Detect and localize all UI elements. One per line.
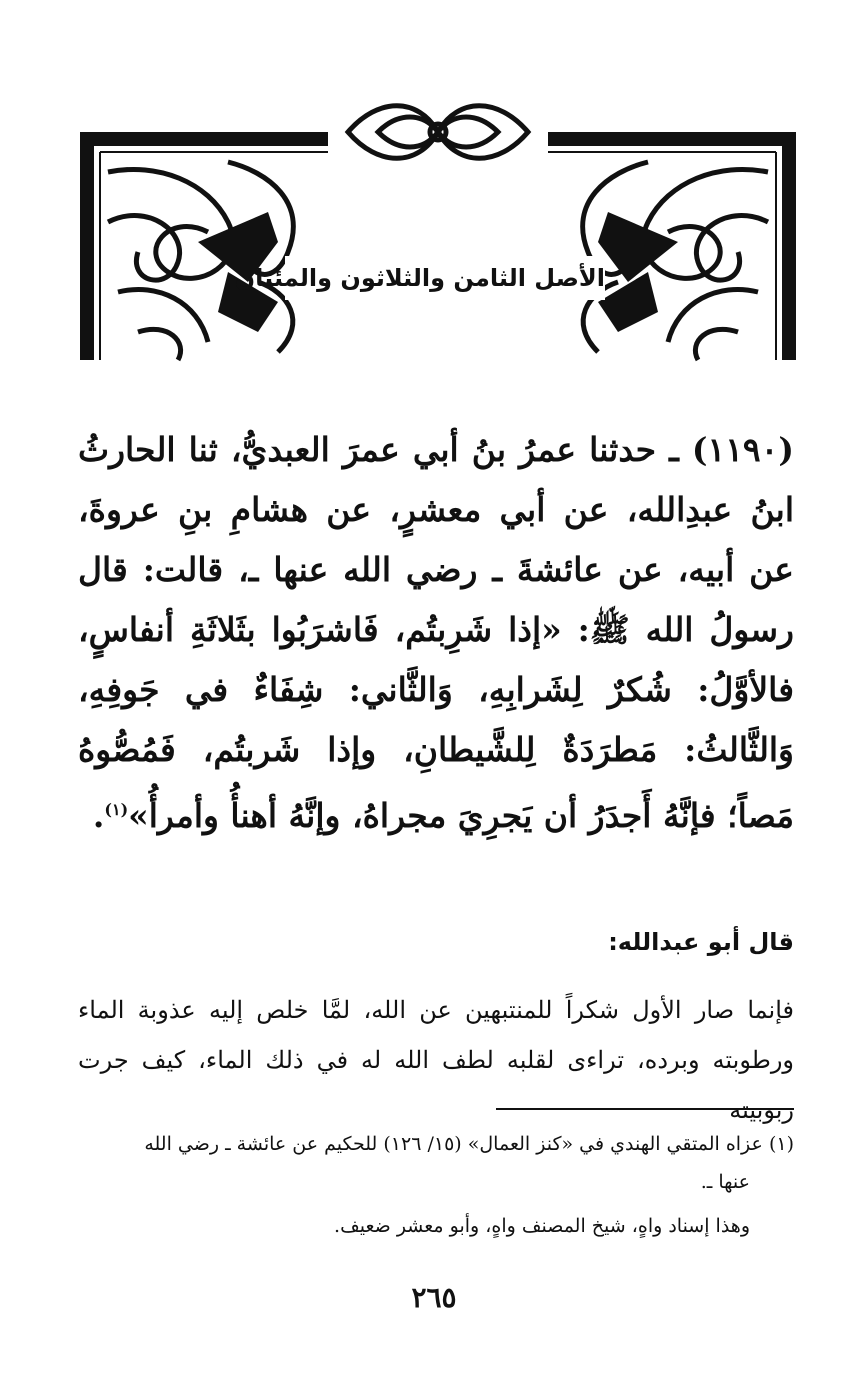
commentary-text: فإنما صار الأول شكراً للمنتبهين عن الله، لمَّا خلص إليه عذوبة الماء ورطوبته وبرده، تراءى لقلبه لطف الله له في ذلك الماء، كيف جرت ربوبيته bbox=[78, 996, 794, 1124]
footnote-divider bbox=[496, 1108, 794, 1110]
ornamental-header bbox=[78, 92, 798, 362]
hadith-text-block bbox=[78, 420, 794, 846]
footnote-line-3: وهذا إسناد واهٍ، شيخ المصنف واهٍ، وأبو معشر ضعيف. bbox=[334, 1215, 750, 1237]
hadith-text: ـ حدثنا عمرُ بنُ أبي عمرَ العبديُّ، ثنا الحارثُ ابنُ عبدِالله، عن أبي معشرٍ، عن هشامِ بنِ عروةَ، عن أبيه، عن عائشةَ ـ رضي الله عنها ـ، قالت: قال رسولُ الله ﷺ: «إذا شَرِبتُم، فَاشرَبُوا بثَلاثَةِ أنفاسٍ، فالأوَّلُ: شُكرٌ لِشَرابِهِ، وَالثَّاني: شِفَاءٌ في جَوفِهِ، وَالثَّالثُ: مَطرَدَةٌ لِلشَّيطانِ، وإذا شَربتُم، فَمُصُّوهُ مَصاً؛ فإنَّهُ أَجدَرُ أن يَجرِيَ مجراهُ، وإنَّهُ أهنأُ وأمرأُ» bbox=[78, 430, 794, 835]
hadith-number: (١١٩٠) bbox=[691, 430, 795, 469]
arabesque-ornament-icon bbox=[78, 92, 798, 362]
footnote-reference: (١) bbox=[104, 800, 129, 819]
commentary-heading: قال أبو عبدالله: bbox=[608, 928, 794, 956]
page-number: ٢٦٥ bbox=[411, 1281, 457, 1314]
footnote-marker: (١) bbox=[768, 1133, 794, 1155]
hadith-end: . bbox=[92, 796, 105, 835]
chapter-title: الأصل الثامن والثلاثون والمئتان bbox=[285, 256, 605, 300]
footnote-line-2: عنها ـ. bbox=[700, 1171, 750, 1193]
footnote-1 bbox=[78, 1125, 794, 1163]
footnote-line-1: عزاه المتقي الهندي في «كنز العمال» (١٥/ ١٢٦) للحكيم عن عائشة ـ رضي الله bbox=[144, 1133, 763, 1155]
footnotes-block bbox=[78, 1125, 794, 1245]
